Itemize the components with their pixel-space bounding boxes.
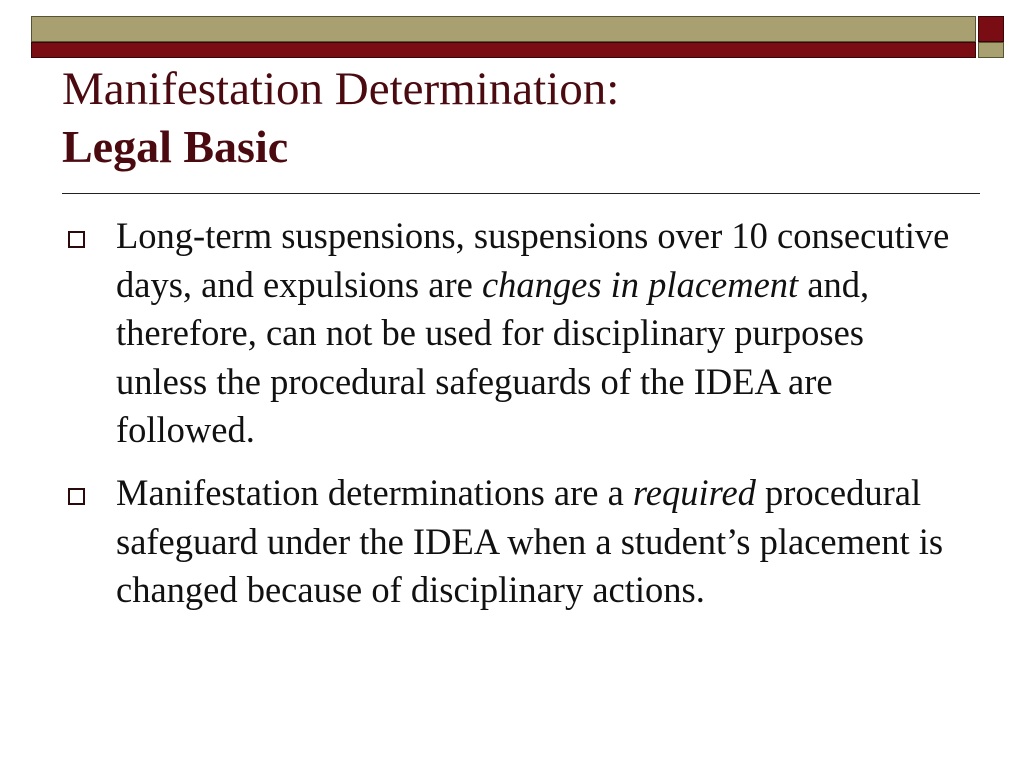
bullet-text-post: procedural safeguard under the IDEA when a student’s placement is changed because of disciplinary actions. xyxy=(116,471,944,611)
bullet-text xyxy=(116,212,956,455)
bullet-item xyxy=(62,212,962,455)
bullet-text-pre: Manifestation determinations are a xyxy=(116,471,633,513)
slide-title-line2: Legal Basic xyxy=(62,121,289,172)
bullet-text-emphasis: required xyxy=(632,471,756,513)
square-bullet-icon xyxy=(68,488,85,505)
square-bullet-icon xyxy=(68,231,85,248)
slide-title-line1: Manifestation Determination: xyxy=(62,63,620,115)
bullet-text-post: and, therefore, can not be used for disciplinary purposes unless the procedural safeguards of the IDEA are followed. xyxy=(116,263,870,451)
bullet-text-emphasis: changes in placement xyxy=(481,263,799,305)
bullet-item xyxy=(62,469,962,615)
bullet-list xyxy=(62,212,962,629)
bullet-text-pre: Long-term suspensions, suspensions over 10 consecutive days, and expulsions are xyxy=(116,215,950,305)
header-bar-olive xyxy=(31,16,976,42)
header-square-olive xyxy=(978,42,1004,58)
bullet-text xyxy=(116,469,956,615)
header-square-maroon xyxy=(978,16,1004,42)
slide-title xyxy=(62,60,962,176)
header-bar-maroon xyxy=(31,42,976,58)
title-divider xyxy=(62,193,980,194)
